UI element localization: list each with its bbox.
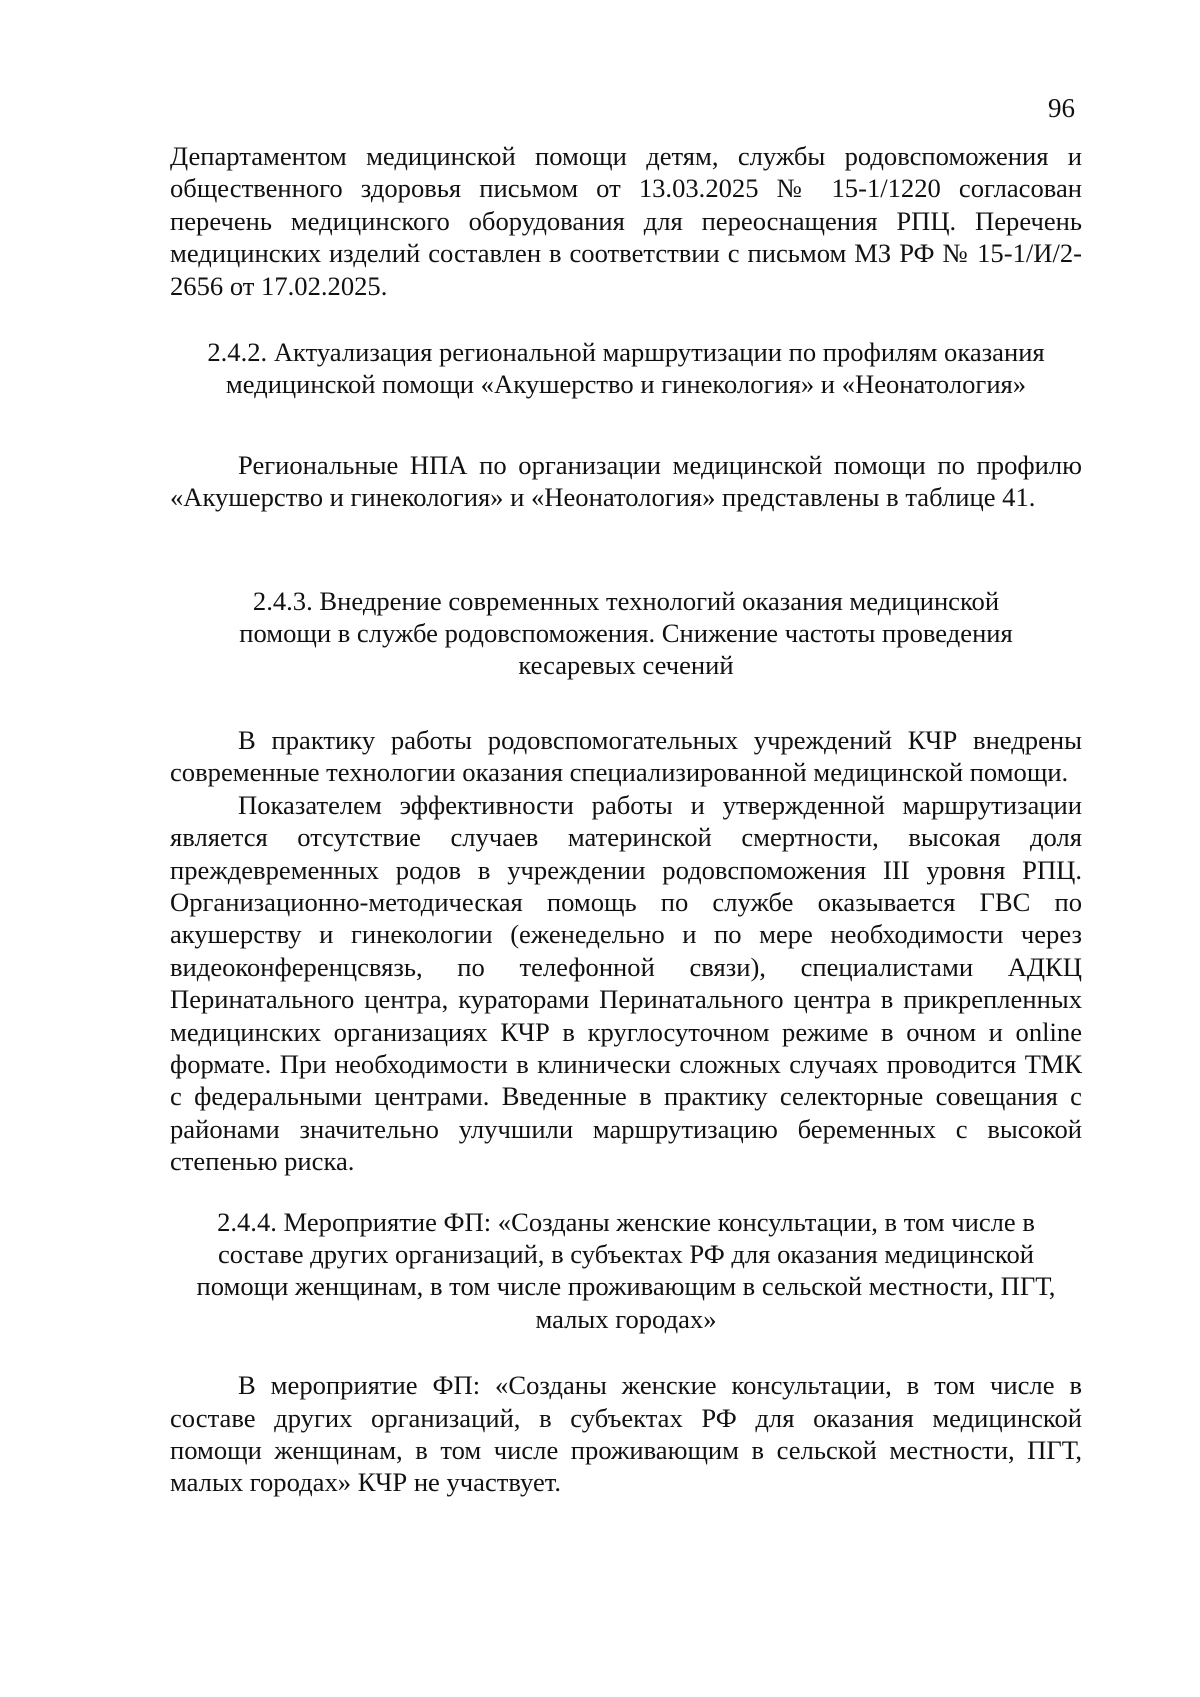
section-heading-2-4-2: 2.4.2. Актуализация региональной маршрутизации по профилям оказания медицинской помощи «Акушерство и гинекология» и «Неонатология» <box>207 337 1045 400</box>
npa-paragraph: Региональные НПА по организации медицинской помощи по профилю «Акушерство и гинекология» и «Неонатология» представлены в таблице 41. <box>170 449 1082 513</box>
page-content <box>170 140 1082 1499</box>
page-number: 96 <box>1048 93 1075 123</box>
section-heading-2-4-3: 2.4.3. Внедрение современных технологий оказания медицинской помощи в службе родовспоможения. Снижение частоты проведения кесаревых сечений <box>239 585 1013 681</box>
fp-paragraph: В мероприятие ФП: «Созданы женские консультации, в том числе в составе других организаций, в субъектах РФ для оказания медицинской помощи женщинам, в том числе проживающим в сельской местности, ПГТ, малых городах» КЧР не участвует. <box>170 1370 1082 1498</box>
section-heading-2-4-4: 2.4.4. Мероприятие ФП: «Созданы женские консультации, в том числе в составе других организаций, в субъектах РФ для оказания медицинской помощи женщинам, в том числе проживающим в сельской местности, ПГТ, малых городах» <box>196 1206 1056 1334</box>
technologies-paragraph: В практику работы родовспомогательных учреждений КЧР внедрены современные технологии оказания специализированной медицинской помощи. <box>170 724 1082 788</box>
indicator-paragraph: Показателем эффективности работы и утвержденной маршрутизации является отсутствие случаев материнской смертности, высокая доля преждевременных родов в учреждении родовспоможения III уровня РПЦ. Организационно-методическая помощь по службе оказывается ГВС по акушерству и гинекологии (еженедельно и по мере необходимости через видеоконференцсвязь, по телефонной связи), специалистами АДКЦ Перинатального центра, кураторами Перинатального центра в прикрепленных медицинских организациях КЧР в круглосуточном режиме в очном и online формате. При необходимости в клинически сложных случаях проводится ТМК с федеральными центрами. Введенные в практику селекторные совещания с районами значительно улучшили маршрутизацию беременных с высокой степенью риска. <box>170 789 1082 1177</box>
intro-paragraph: Департаментом медицинской помощи детям, службы родовспоможения и общественного здоровья письмом от 13.03.2025 № 15-1/1220 согласован перечень медицинского оборудования для переоснащения РПЦ. Перечень медицинских изделий составлен в соответствии с письмом МЗ РФ № 15-1/И/2-2656 от 17.02.2025. <box>170 141 1082 301</box>
